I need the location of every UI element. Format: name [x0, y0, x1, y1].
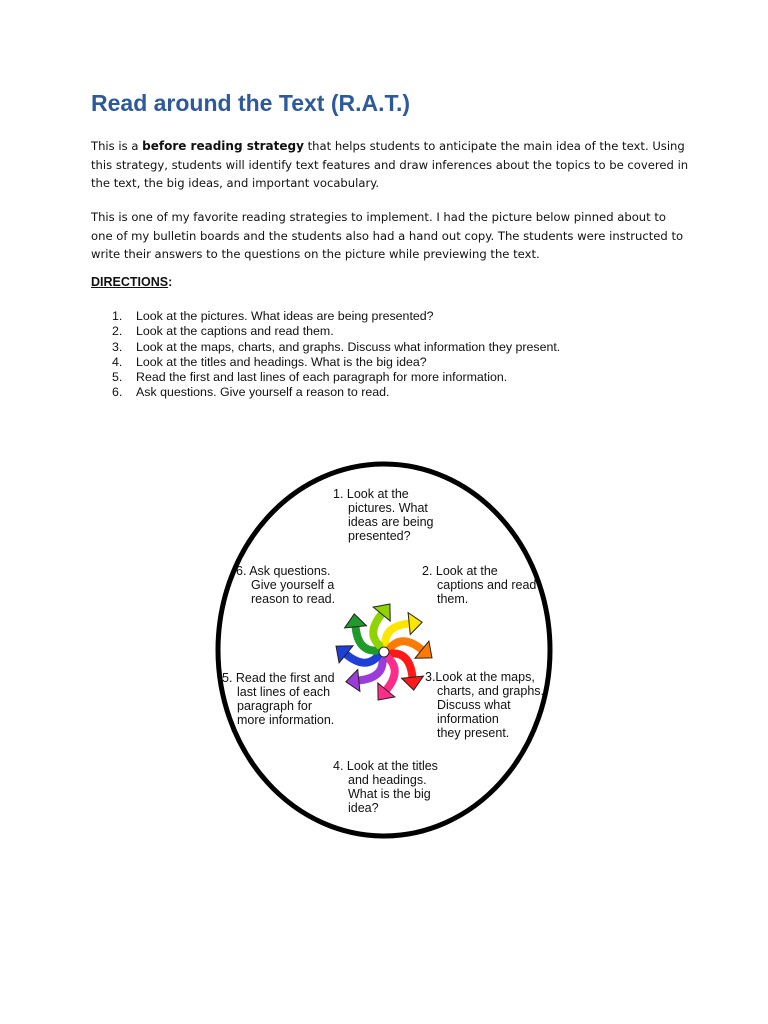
- list-item-number: 3.: [112, 339, 123, 354]
- wheel-step-3: 3.Look at the maps, charts, and graphs. Discuss what information they present.: [425, 670, 545, 740]
- pinwheel-arrow-head: [408, 613, 422, 635]
- wheel-step-5: 5. Read the first and last lines of each paragraph for more information.: [222, 671, 335, 727]
- pinwheel-arrow-shaft: [391, 641, 422, 649]
- list-item-number: 1.: [112, 309, 123, 323]
- list-item-number: 6.: [112, 385, 123, 400]
- pinwheel-hub: [379, 647, 389, 657]
- intro-text-bold: before reading strategy: [142, 139, 304, 153]
- list-item-text: Look at the pictures. What ideas are being presented?: [136, 309, 434, 323]
- wheel-step-6: 6. Ask questions. Give yourself a reason to read.: [236, 564, 336, 606]
- directions-colon: :: [168, 275, 173, 289]
- list-item-number: 2.: [112, 324, 123, 339]
- list-item-text: Read the first and last lines of each paragraph for more information.: [136, 370, 508, 385]
- wheel-step-1: 1. Look at the pictures. What ideas are being presented?: [333, 487, 434, 543]
- list-item-text: Look at the maps, charts, and graphs. Discuss what information they present.: [136, 339, 561, 354]
- list-item-number: 5.: [112, 370, 123, 385]
- page-title: Read around the Text (R.A.T.): [91, 90, 411, 116]
- intro-text-post: that helps students to anticipate the main idea of the text. Using this strategy, students will identify text features and draw inferences about the topics to be covered in the text, the big ideas, and important vocabulary.: [91, 139, 689, 190]
- pinwheel-arrow-shaft: [346, 654, 377, 662]
- list-item-text: Look at the captions and read them.: [136, 324, 334, 339]
- pinwheel-arrow-shaft: [386, 659, 394, 690]
- wheel-step-4: 4. Look at the titles and headings. What is the big idea?: [333, 759, 438, 815]
- directions-label: DIRECTIONS: [91, 275, 169, 289]
- list-item-text: Look at the titles and headings. What is the big idea?: [136, 354, 427, 369]
- intro-text-pre: This is a: [91, 139, 143, 153]
- pinwheel-arrow-shaft: [373, 614, 381, 645]
- pinwheel-arrow-head: [402, 676, 424, 690]
- favorite-paragraph: This is one of my favorite reading strategies to implement. I had the picture below pinned about to one of my bulletin boards and the students also had a hand out copy. The students were instructed to write their answers to the questions on the picture while previewing the text.: [91, 210, 684, 261]
- wheel-step-2: 2. Look at the captions and read them.: [422, 564, 537, 606]
- list-item-text: Ask questions. Give yourself a reason to read.: [136, 385, 390, 400]
- pinwheel-arrow-head: [345, 614, 367, 628]
- pinwheel-arrow-head: [346, 670, 360, 692]
- list-item-number: 4.: [112, 354, 123, 369]
- pinwheel-arrows-icon: [336, 604, 432, 700]
